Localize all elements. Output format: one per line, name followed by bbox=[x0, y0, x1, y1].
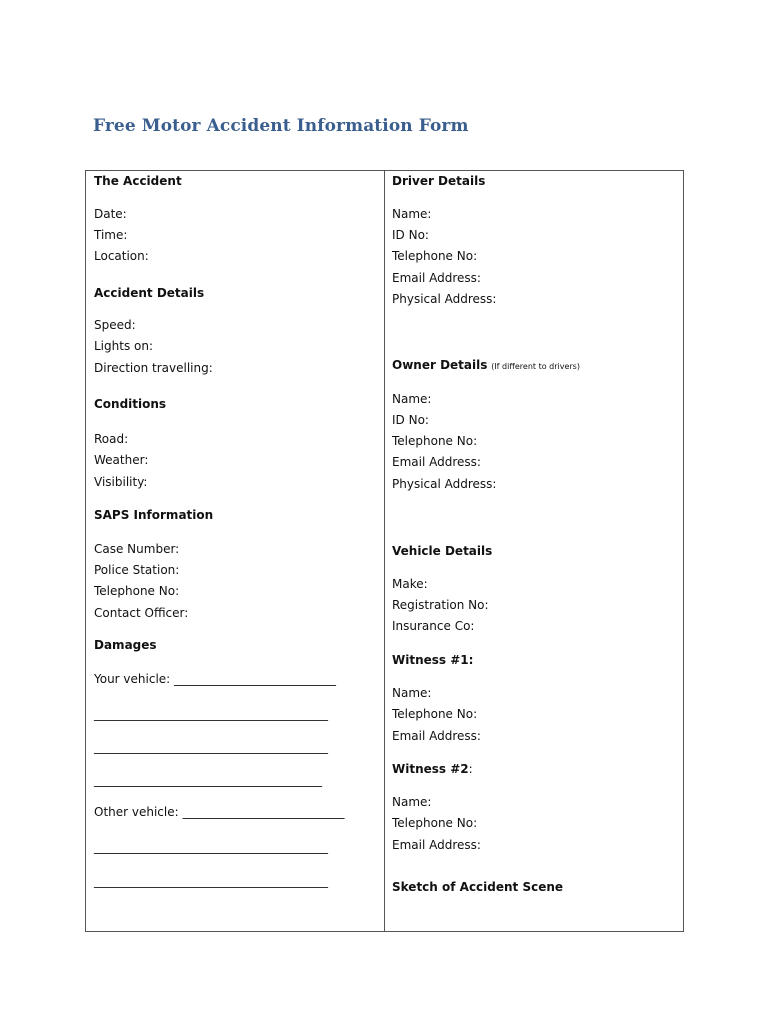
registration-label: Registration No: bbox=[392, 598, 489, 612]
accident-details-heading: Accident Details bbox=[94, 286, 205, 300]
contact-officer-label: Contact Officer: bbox=[94, 606, 189, 620]
driver-id-label: ID No: bbox=[392, 228, 429, 242]
speed-label: Speed: bbox=[94, 318, 136, 332]
driver-email-label: Email Address: bbox=[392, 271, 481, 285]
direction-label: Direction travelling: bbox=[94, 361, 213, 375]
driver-telephone-label: Telephone No: bbox=[392, 249, 478, 263]
insurance-label: Insurance Co: bbox=[392, 619, 475, 633]
witness1-email-label: Email Address: bbox=[392, 729, 481, 743]
owner-id-label: ID No: bbox=[392, 413, 429, 427]
saps-telephone-label: Telephone No: bbox=[94, 584, 180, 598]
date-label: Date: bbox=[94, 207, 127, 221]
damage-line: ______________________________________ bbox=[94, 773, 322, 787]
column-divider bbox=[384, 171, 385, 931]
other-vehicle-line: Other vehicle: ___________________________ bbox=[94, 805, 345, 819]
make-label: Make: bbox=[392, 577, 428, 591]
vehicle-heading: Vehicle Details bbox=[392, 544, 493, 558]
owner-telephone-label: Telephone No: bbox=[392, 434, 478, 448]
witness2-name-label: Name: bbox=[392, 795, 432, 809]
owner-email-label: Email Address: bbox=[392, 455, 481, 469]
driver-name-label: Name: bbox=[392, 207, 432, 221]
police-station-label: Police Station: bbox=[94, 563, 180, 577]
road-label: Road: bbox=[94, 432, 129, 446]
owner-name-label: Name: bbox=[392, 392, 432, 406]
your-vehicle-line: Your vehicle: ___________________________ bbox=[94, 672, 337, 686]
sketch-heading: Sketch of Accident Scene bbox=[392, 880, 564, 894]
damage-line: _______________________________________ bbox=[94, 840, 328, 854]
lights-label: Lights on: bbox=[94, 339, 154, 353]
owner-note: (If different to drivers) bbox=[491, 362, 580, 371]
witness2-email-label: Email Address: bbox=[392, 838, 481, 852]
driver-physical-label: Physical Address: bbox=[392, 292, 497, 306]
weather-label: Weather: bbox=[94, 453, 149, 467]
location-label: Location: bbox=[94, 249, 149, 263]
witness2-telephone-label: Telephone No: bbox=[392, 816, 478, 830]
case-number-label: Case Number: bbox=[94, 542, 180, 556]
witness2-colon: : bbox=[468, 762, 473, 776]
witness1-heading: Witness #1: bbox=[392, 653, 474, 667]
witness2-heading-row bbox=[392, 762, 473, 776]
damage-line: _______________________________________ bbox=[94, 874, 328, 888]
conditions-heading: Conditions bbox=[94, 397, 167, 411]
owner-heading: Owner Details bbox=[392, 358, 488, 372]
accident-heading: The Accident bbox=[94, 174, 182, 188]
damages-heading: Damages bbox=[94, 638, 157, 652]
damage-line: _______________________________________ bbox=[94, 740, 328, 754]
time-label: Time: bbox=[94, 228, 128, 242]
owner-heading-row bbox=[392, 358, 580, 374]
form-table bbox=[85, 170, 684, 932]
page-title: Free Motor Accident Information Form bbox=[93, 116, 469, 136]
witness2-heading: Witness #2 bbox=[392, 762, 469, 776]
saps-heading: SAPS Information bbox=[94, 508, 214, 522]
witness1-telephone-label: Telephone No: bbox=[392, 707, 478, 721]
witness1-name-label: Name: bbox=[392, 686, 432, 700]
driver-heading: Driver Details bbox=[392, 174, 486, 188]
visibility-label: Visibility: bbox=[94, 475, 148, 489]
damage-line: _______________________________________ bbox=[94, 707, 328, 721]
owner-physical-label: Physical Address: bbox=[392, 477, 497, 491]
